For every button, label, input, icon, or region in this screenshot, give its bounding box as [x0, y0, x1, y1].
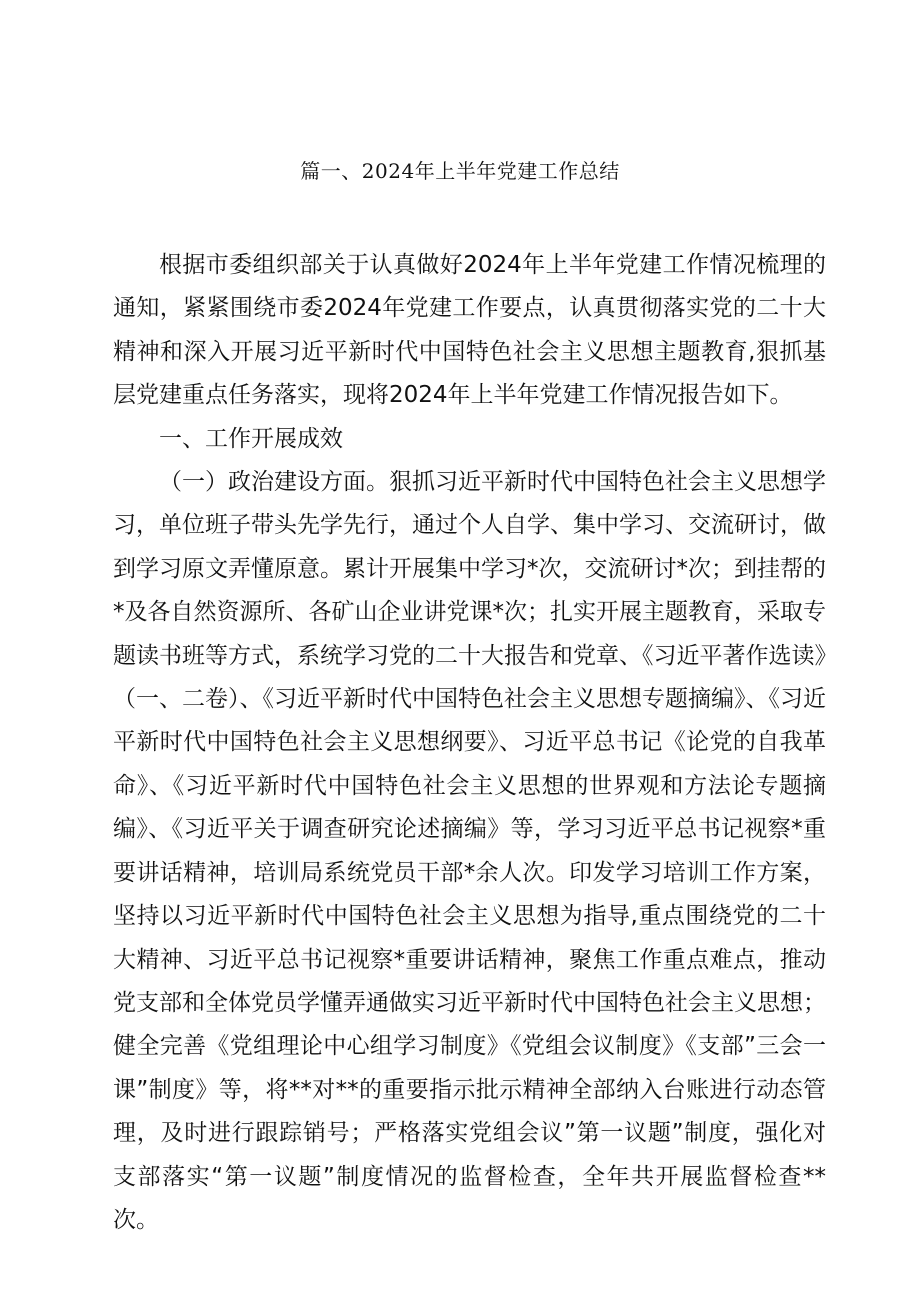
intro-paragraph: 根据市委组织部关于认真做好2024年上半年党建工作情况梳理的通知，紧紧围绕市委2024年党建工作要点，认真贯彻落实党的二十大精神和深入开展习近平新时代中国特色社会主义思想主题教育,狠抓基层党建重点任务落实，现将2024年上半年党建工作情况报告如下。 [113, 252, 826, 409]
document-body [113, 244, 826, 1242]
section-heading: 一、工作开展成效 [159, 425, 343, 452]
section-paragraph: （一）政治建设方面。狠抓习近平新时代中国特色社会主义思想学习，单位班子带头先学先行，通过个人自学、集中学习、交流研讨，做到学习原文弄懂原意。累计开展集中学习*次，交流研讨*次；到挂帮的*及各自然资源所、各矿山企业讲党课*次；扎实开展主题教育，采取专题读书班等方式，系统学习党的二十大报告和党章、《习近平著作选读》（一、二卷）、《习近平新时代中国特色社会主义思想专题摘编》、《习近平新时代中国特色社会主义思想纲要》、习近平总书记《论党的自我革命》、《习近平新时代中国特色社会主义思想的世界观和方法论专题摘编》、《习近平关于调查研究论述摘编》等，学习习近平总书记视察*重要讲话精神，培训局系统党员干部*余人次。印发学习培训工作方案，坚持以习近平新时代中国特色社会主义思想为指导,重点围绕党的二十大精神、习近平总书记视察*重要讲话精神，聚焦工作重点难点，推动党支部和全体党员学懂弄通做实习近平新时代中国特色社会主义思想；健全完善《党组理论中心组学习制度》《党组会议制度》《支部”三会一课”制度》等，将**对**的重要指示批示精神全部纳入台账进行动态管理，及时进行跟踪销号；严格落实党组会议”第一议题”制度，强化对支部落实“第一议题”制度情况的监督检查，全年共开展监督检查**次。 [113, 469, 826, 1233]
document-title: 篇一、2024年上半年党建工作总结 [300, 159, 620, 183]
